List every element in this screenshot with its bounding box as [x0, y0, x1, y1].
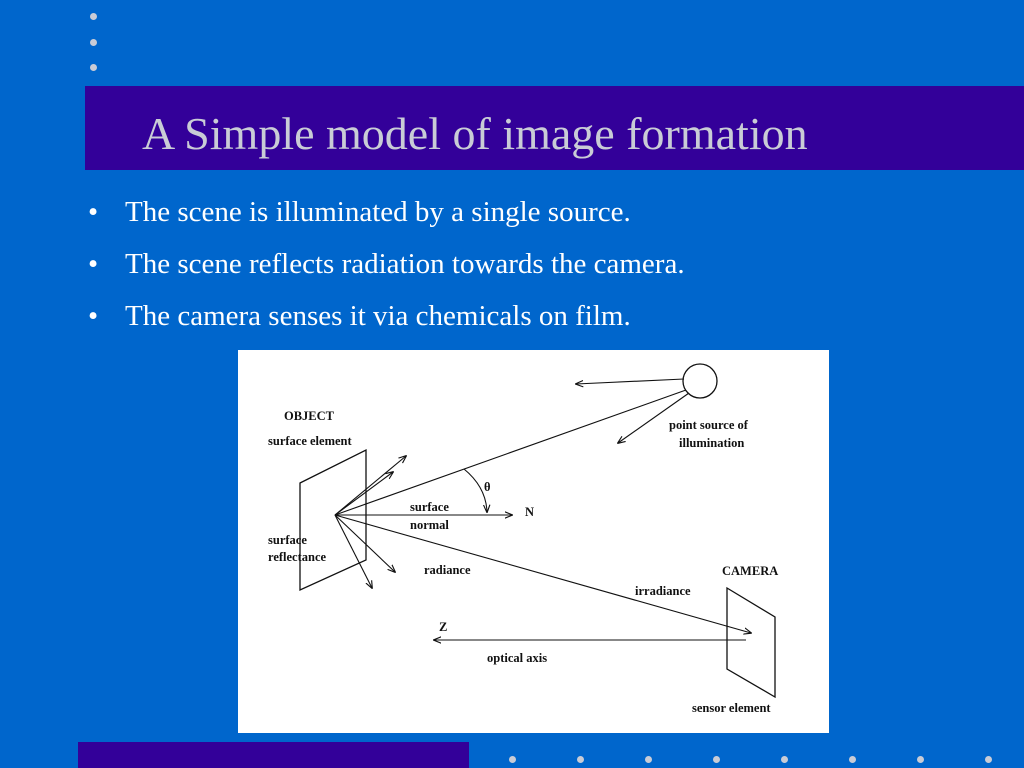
label-camera: CAMERA — [722, 564, 779, 578]
label-optical-axis: optical axis — [487, 651, 548, 665]
incident-ray — [335, 390, 686, 515]
diagram-svg — [238, 350, 829, 733]
label-surface-reflectance-2: reflectance — [268, 550, 327, 564]
decor-dot — [90, 13, 97, 20]
label-z-axis: Z — [439, 620, 448, 634]
label-theta: θ — [484, 480, 491, 494]
decor-dot — [90, 39, 97, 46]
bullet-text: The camera senses it via chemicals on film. — [125, 300, 631, 332]
label-radiance: radiance — [424, 563, 471, 577]
label-irradiance: irradiance — [635, 584, 691, 598]
camera-sensor-element — [727, 588, 775, 697]
reflection-arrow — [335, 472, 393, 515]
decor-dot — [713, 756, 720, 763]
illumination-ray-arrow — [576, 379, 684, 384]
reflection-arrow — [335, 456, 406, 515]
decor-dot — [781, 756, 788, 763]
light-source-icon — [683, 364, 717, 398]
label-object: OBJECT — [284, 409, 335, 423]
decor-dot — [985, 756, 992, 763]
decor-dot — [90, 64, 97, 71]
label-normal-n: N — [525, 505, 535, 519]
bullet-mark: • — [88, 300, 99, 332]
label-surface-reflectance-1: surface — [268, 533, 307, 547]
label-point-source-2: illumination — [679, 436, 745, 450]
label-surface-element: surface element — [268, 434, 352, 448]
bullet-mark: • — [88, 248, 99, 280]
decor-dot — [509, 756, 516, 763]
decor-dot — [849, 756, 856, 763]
label-point-source-1: point source of — [669, 418, 748, 432]
label-sensor-element: sensor element — [692, 701, 771, 715]
image-formation-diagram — [238, 350, 829, 733]
slide-title: A Simple model of image formation — [142, 108, 808, 159]
label-surface-normal-1: surface — [410, 500, 449, 514]
bottom-bar — [78, 742, 469, 768]
decor-dot — [577, 756, 584, 763]
bullet-text: The scene reflects radiation towards the camera. — [125, 248, 685, 280]
bullet-mark: • — [88, 196, 99, 228]
bullet-text: The scene is illuminated by a single source. — [125, 196, 631, 228]
object-surface-element — [300, 450, 366, 590]
label-surface-normal-2: normal — [410, 518, 449, 532]
decor-dot — [645, 756, 652, 763]
decor-dot — [917, 756, 924, 763]
radiance-ray-arrow — [335, 515, 751, 633]
